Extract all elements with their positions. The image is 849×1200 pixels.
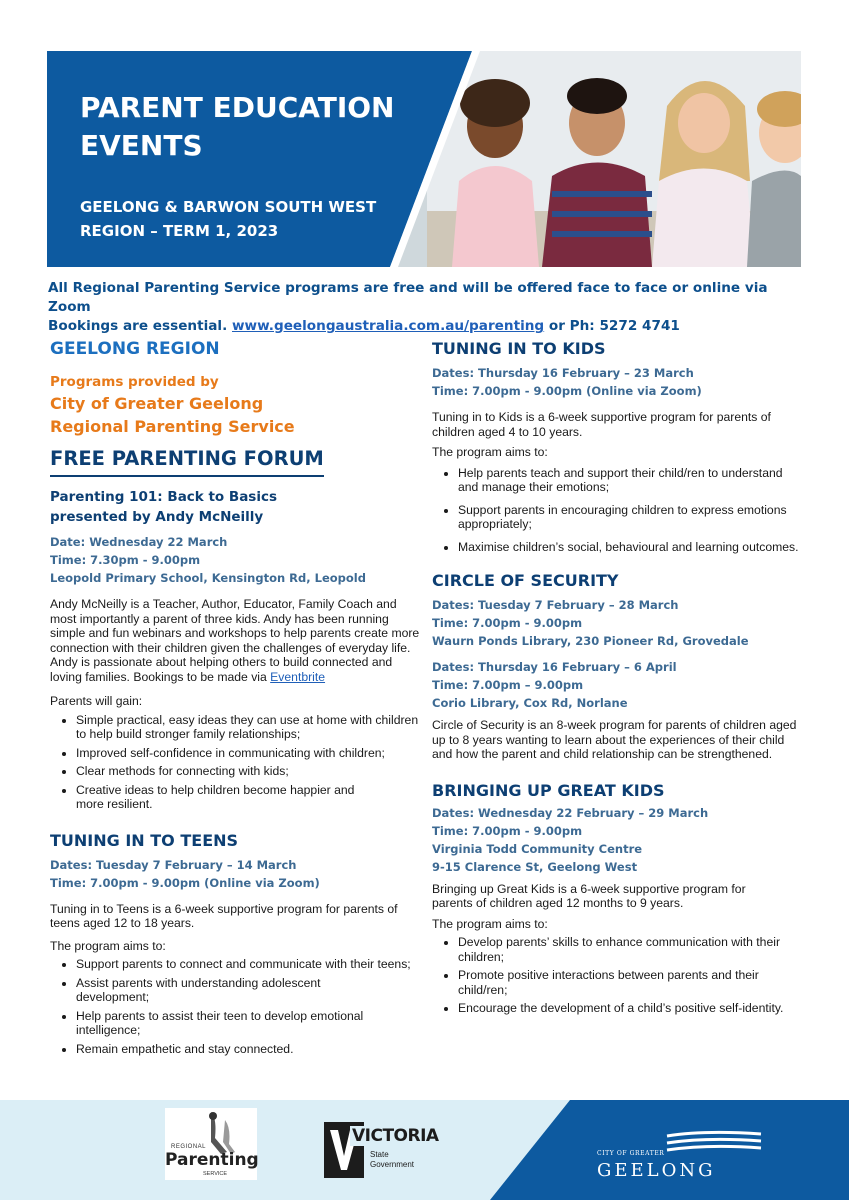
right-column	[432, 338, 802, 1020]
kids-description: Tuning in to Kids is a 6-week supportive program for parents of children aged 4 to 10 years.	[432, 410, 771, 439]
kids-time: Time: 7.00pm - 9.00pm (Online via Zoom)	[432, 384, 702, 398]
teens-aims-list	[50, 957, 420, 1056]
kids-heading: TUNING IN TO KIDS	[432, 339, 606, 358]
teens-time: Time: 7.00pm - 9.00pm (Online via Zoom)	[50, 875, 320, 890]
subtitle-line-2: REGION – TERM 1, 2023	[80, 222, 279, 240]
intro-line-2-prefix: Bookings are essential.	[48, 318, 232, 334]
title-line-1: PARENT EDUCATION	[80, 91, 395, 124]
kids-aims-list	[432, 466, 802, 555]
intro-text	[48, 279, 808, 336]
list-item: • Develop parents’ skills to enhance communication with their children;	[458, 935, 802, 964]
geelong-city-label: CITY OF GREATER	[597, 1150, 665, 1157]
list-item: • Creative ideas to help children become happier and more resilient.	[76, 783, 420, 812]
circle-session1-location: Waurn Ponds Library, 230 Pioneer Rd, Grovedale	[432, 634, 749, 648]
hero-banner	[47, 51, 801, 267]
list-item: • Simple practical, easy ideas they can use at home with children to help build stronger family relationships;	[76, 713, 420, 742]
circle-session2-location: Corio Library, Cox Rd, Norlane	[432, 696, 628, 710]
victoria-government-label: Government	[370, 1160, 415, 1169]
great-kids-location-1: Virginia Todd Community Centre	[432, 841, 643, 856]
left-column	[50, 338, 420, 1060]
provided-by-label: Programs provided by	[50, 374, 219, 390]
provider-name-1: City of Greater Geelong	[50, 394, 264, 413]
forum-subtitle-line-2: presented by Andy McNeilly	[50, 509, 264, 525]
great-kids-aims-list	[432, 935, 802, 1016]
list-item: • Assist parents with understanding adolescent development;	[76, 976, 420, 1005]
circle-heading: CIRCLE OF SECURITY	[432, 571, 619, 590]
list-item: • Promote positive interactions between parents and their child/ren;	[458, 968, 802, 997]
list-item: • Remain empathetic and stay connected.	[76, 1042, 420, 1057]
parenting-website-link[interactable]: www.geelongaustralia.com.au/parenting	[232, 318, 545, 334]
circle-session2-time: Time: 7.00pm – 9.00pm	[432, 678, 584, 692]
regional-parenting-service-logo	[165, 1108, 257, 1180]
teens-description: Tuning in to Teens is a 6-week supportive program for parents of teens aged 12 to 18 years.	[50, 901, 398, 930]
city-of-greater-geelong-logo	[595, 1130, 765, 1190]
circle-session2-dates: Dates: Thursday 16 February – 6 April	[432, 660, 677, 674]
victoria-state-government-logo	[324, 1122, 439, 1178]
circle-session1-time: Time: 7.00pm - 9.00pm	[432, 616, 583, 630]
intro-line-1: All Regional Parenting Service programs are free and will be offered face to face or online via Zoom	[48, 280, 768, 315]
title-line-2: EVENTS	[80, 129, 203, 162]
forum-subtitle-line-1: Parenting 101: Back to Basics	[50, 489, 278, 505]
list-item: • Help parents to assist their teen to develop emotional intelligence;	[76, 1009, 420, 1038]
forum-description-text: Andy McNeilly is a Teacher, Author, Educator, Family Coach and most importantly a parent of three kids. Andy has been running simple and fun webinars and workshops to help parents create more connection with their children given the challenges of everyday life. Andy is passionate about helping others to build connected and loving families. Bookings to be made via	[50, 597, 420, 684]
list-item: • Support parents in encouraging children to express emotions appropriately;	[458, 503, 802, 532]
list-item: • Support parents to connect and communicate with their teens;	[76, 957, 420, 972]
forum-description	[50, 597, 420, 684]
list-item: • Clear methods for connecting with kids;	[76, 764, 420, 779]
great-kids-aims-intro: The program aims to:	[432, 916, 548, 931]
teens-dates: Dates: Tuesday 7 February – 14 March	[50, 857, 297, 872]
page-subtitle	[80, 195, 410, 243]
forum-time: Time: 7.30pm - 9.00pm	[50, 553, 201, 567]
great-kids-dates: Dates: Wednesday 22 February – 29 March	[432, 805, 709, 820]
victoria-state-label: State	[370, 1150, 389, 1159]
kids-dates: Dates: Thursday 16 February – 23 March	[432, 366, 694, 380]
kids-aims-intro: The program aims to:	[432, 445, 548, 459]
forum-location: Leopold Primary School, Kensington Rd, Leopold	[50, 571, 366, 585]
list-item: • Maximise children’s social, behavioural and learning outcomes.	[458, 540, 802, 555]
rps-regional-label: REGIONAL	[171, 1144, 207, 1150]
list-item: • Improved self-confidence in communicating with children;	[76, 746, 420, 761]
provider-name-2: Regional Parenting Service	[50, 417, 295, 436]
victoria-wordmark: VICTORIA	[352, 1126, 439, 1146]
great-kids-heading: BRINGING UP GREAT KIDS	[432, 780, 665, 800]
rps-service-label: SERVICE	[203, 1171, 228, 1177]
eventbrite-link[interactable]: Eventbrite	[270, 669, 326, 684]
great-kids-time: Time: 7.00pm - 9.00pm	[432, 823, 583, 838]
geelong-region-heading: GEELONG REGION	[50, 339, 220, 359]
list-item: • Encourage the development of a child’s positive self-identity.	[458, 1001, 802, 1016]
intro-line-2-suffix: or Ph: 5272 4741	[544, 318, 680, 334]
forum-gains-list	[50, 713, 420, 812]
footer-band	[0, 1100, 849, 1200]
circle-description: Circle of Security is an 8-week program for parents of children aged up to 8 years wanting to learn about the experiences of their child and how the parent and child relationship can be strengthened.	[432, 718, 797, 761]
forum-subtitle	[50, 487, 420, 527]
forum-date: Date: Wednesday 22 March	[50, 535, 228, 549]
forum-gains-intro: Parents will gain:	[50, 694, 143, 708]
great-kids-description: Bringing up Great Kids is a 6-week supportive program for parents of children aged 12 months to 9 years.	[432, 881, 746, 910]
page-title	[80, 89, 440, 165]
teens-heading: TUNING IN TO TEENS	[50, 830, 239, 850]
rps-parenting-label: Parenting	[165, 1150, 259, 1170]
circle-session1-dates: Dates: Tuesday 7 February – 28 March	[432, 598, 679, 612]
subtitle-line-1: GEELONG & BARWON SOUTH WEST	[80, 198, 377, 216]
geelong-wordmark: GEELONG	[597, 1160, 716, 1181]
great-kids-location-2: 9-15 Clarence St, Geelong West	[432, 859, 638, 874]
teens-aims-intro: The program aims to:	[50, 938, 166, 953]
list-item: • Help parents teach and support their child/ren to understand and manage their emotions;	[458, 466, 802, 495]
forum-heading: FREE PARENTING FORUM	[50, 446, 324, 477]
